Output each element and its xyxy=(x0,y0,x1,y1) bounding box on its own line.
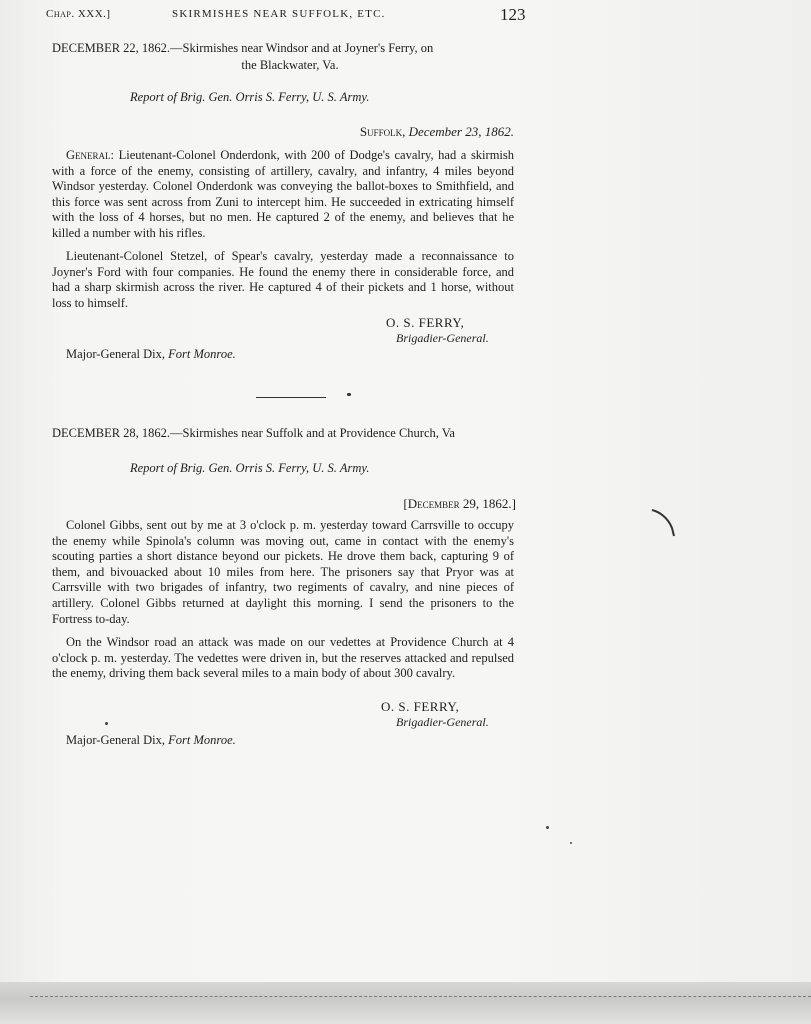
section1-dateline-place: Suffolk, xyxy=(359,124,406,139)
section2-heading: DECEMBER 28, 1862.—Skirmishes near Suffolk and at Providence Church, Va xyxy=(52,426,455,440)
section2-dateline xyxy=(330,496,516,512)
section2-report-title: Report of Brig. Gen. Orris S. Ferry, U. S. Army. xyxy=(130,461,370,475)
section1-signature: O. S. FERRY, xyxy=(386,315,465,330)
page-number: 123 xyxy=(500,5,526,24)
section1-paragraph-2-text: Lieutenant-Colonel Stetzel, of Spear's cavalry, yesterday made a reconnaissance to Joyner's Ford with four companies. He found the enemy there in considerable force, and had a sharp skirmish across the river. He captured 4 of their pickets and 1 horse, without loss to himself. xyxy=(52,249,514,310)
section2-paragraph-1-text: Colonel Gibbs, sent out by me at 3 o'clock p. m. yesterday toward Carrsville to occupy the enemy while Spinola's column was moving out, came in contact with the enemy's scouting parties a short distance beyond our pickets. He drove them back, capturing 9 of them, and bivouacked about 10 miles from here. The prisoners say that Pryor was at Carrsville with two brigades of infantry, two regiments of cavalry, and nine pieces of artillery. Colonel Gibbs returned at daylight this morning. I send the prisoners to the Fortress to-day. xyxy=(52,518,514,626)
section1-dateline-date: December 23, 1862. xyxy=(408,124,514,139)
section1-signature-rank: Brigadier-General. xyxy=(396,331,489,345)
scan-speck xyxy=(570,842,572,844)
section1-addressee-place: Fort Monroe. xyxy=(168,347,236,361)
page-bottom-edge xyxy=(0,982,811,1024)
section2-signature-rank: Brigadier-General. xyxy=(396,715,489,729)
section1-addressee xyxy=(66,347,236,362)
section2-paragraph-1 xyxy=(52,518,514,627)
section2-dateline-close: ] xyxy=(511,496,516,511)
scan-speck xyxy=(546,826,549,829)
section2-dateline-date: December 29, 1862. xyxy=(407,496,512,511)
section-divider xyxy=(256,397,326,398)
section1-heading xyxy=(52,40,528,74)
divider-dot xyxy=(347,393,351,396)
section2-signature: O. S. FERRY, xyxy=(381,699,460,714)
section1-heading-line1: DECEMBER 22, 1862.—Skirmishes near Windsor and at Joyner's Ferry, on xyxy=(52,41,434,55)
running-title: SKIRMISHES NEAR SUFFOLK, ETC. xyxy=(172,8,386,20)
section2-dateline-open: [ xyxy=(403,496,408,511)
section2-paragraph-2 xyxy=(52,635,514,682)
section1-paragraph-1 xyxy=(52,148,514,242)
section1-paragraph-2 xyxy=(52,249,514,311)
chapter-label: Chap. XXX.] xyxy=(46,8,111,20)
section2-addressee-name: Major-General Dix, xyxy=(66,733,166,747)
section1-dateline xyxy=(290,124,514,140)
section1-salutation: General: xyxy=(66,148,114,162)
section1-report-title: Report of Brig. Gen. Orris S. Ferry, U. S. Army. xyxy=(130,90,370,104)
scan-speck xyxy=(105,722,108,725)
bottom-rule xyxy=(30,996,811,997)
section1-heading-line2: the Blackwater, Va. xyxy=(241,58,339,72)
section1-paragraph-1-text: Lieutenant-Colonel Onderdonk, with 200 of Dodge's cavalry, had a skirmish with a force of the enemy, consisting of artillery, cavalry, and infantry, 4 miles beyond Windsor yesterday. Colonel Onderdonk was conveying the ballot-boxes to Smithfield, and this force was sent across from Zuni to intercept him. He succeeded in extricating himself with the loss of 4 horses, but no men. He captured 2 of the enemy, and believes that he killed a number with his rifles. xyxy=(52,148,514,240)
section2-paragraph-2-text: On the Windsor road an attack was made on our vedettes at Providence Church at 4 o'clock p. m. yesterday. The vedettes were driven in, but the reserves attacked and repulsed the enemy, driving them back several miles to a main body of about 300 cavalry. xyxy=(52,635,514,681)
section2-addressee-place: Fort Monroe. xyxy=(168,733,236,747)
section2-addressee xyxy=(66,733,236,748)
pen-mark xyxy=(650,506,676,538)
section1-addressee-name: Major-General Dix, xyxy=(66,347,166,361)
